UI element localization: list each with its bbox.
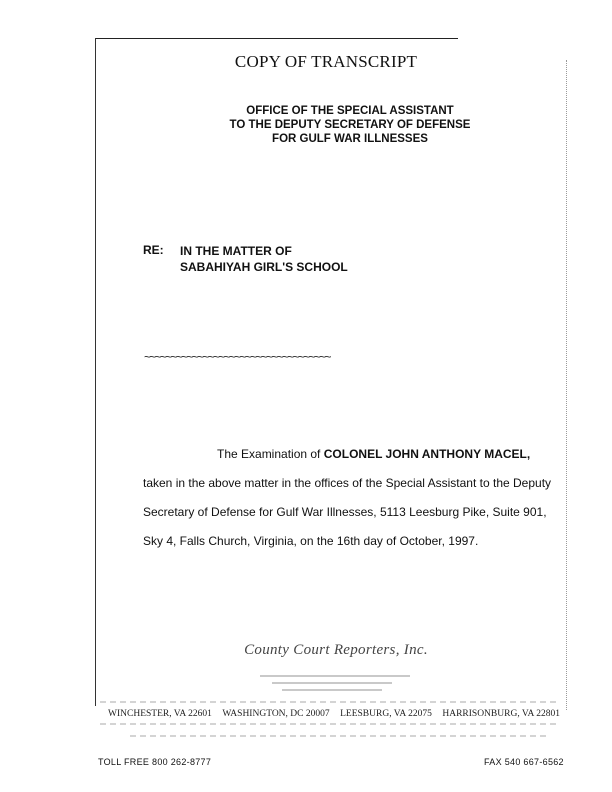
- firm-subtitle-faint: [282, 689, 382, 691]
- body-line-3: Secretary of Defense for Gulf War Illnesses, 5113 Leesburg Pike, Suite 901,: [143, 505, 547, 519]
- office-locations: [108, 709, 560, 719]
- separator-line: ~~~~~~~~~~~~~~~~~~~~~~~~~~~~~~~~~~~: [144, 350, 330, 364]
- office-winchester: WINCHESTER, VA 22601: [108, 709, 212, 719]
- office-harrisonburg: HARRISONBURG, VA 22801: [442, 709, 560, 719]
- office-line-2: TO THE DEPUTY SECRETARY OF DEFENSE: [229, 119, 471, 131]
- office-leesburg: LEESBURG, VA 22075: [340, 709, 432, 719]
- office-heading: [150, 104, 550, 146]
- faint-address-row: [130, 735, 550, 737]
- top-rule: [96, 38, 458, 39]
- left-margin-rule: [95, 38, 96, 706]
- re-line-1: IN THE MATTER OF: [180, 244, 292, 258]
- toll-free-number: TOLL FREE 800 262-8777: [98, 757, 212, 767]
- office-line-1: OFFICE OF THE SPECIAL ASSISTANT: [246, 105, 454, 117]
- deponent-name: COLONEL JOHN ANTHONY MACEL,: [323, 447, 531, 461]
- body-line-4: Sky 4, Falls Church, Virginia, on the 16th day of October, 1997.: [143, 534, 479, 548]
- document-title: COPY OF TRANSCRIPT: [234, 52, 418, 71]
- body-line-1-prefix: The Examination of: [217, 447, 324, 461]
- re-line-2: SABAHIYAH GIRL'S SCHOOL: [180, 260, 348, 274]
- firm-subtitle-faint: [272, 682, 392, 684]
- re-matter: [180, 243, 348, 275]
- faint-address-row: [100, 701, 560, 703]
- body-line-2: taken in the above matter in the offices of the Special Assistant to the Deputy: [143, 476, 552, 490]
- fax-number: FAX 540 667-6562: [484, 757, 564, 767]
- firm-name: County Court Reporters, Inc.: [244, 642, 428, 658]
- re-label: RE:: [143, 243, 164, 257]
- office-line-3: FOR GULF WAR ILLNESSES: [272, 133, 428, 145]
- right-edge-noise: [566, 60, 567, 710]
- body-line-1: [217, 447, 530, 461]
- faint-address-row: [100, 723, 560, 725]
- firm-subtitle-faint: [260, 675, 410, 677]
- office-washington: WASHINGTON, DC 20007: [222, 709, 330, 719]
